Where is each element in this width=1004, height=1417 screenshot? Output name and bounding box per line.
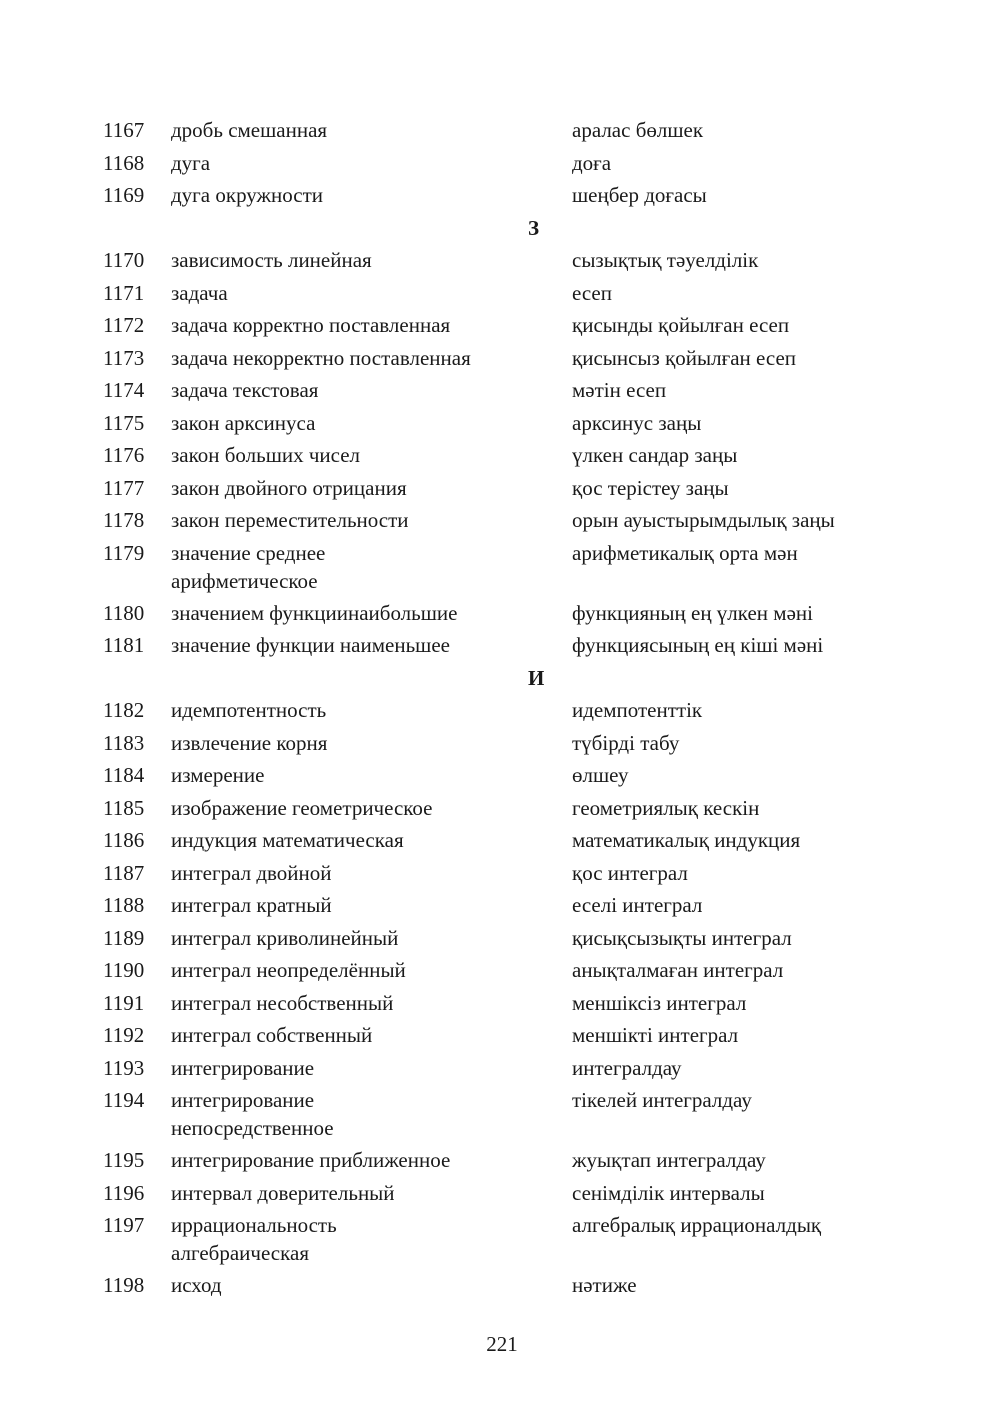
- glossary-entry: [0, 924, 1004, 957]
- entry-kazakh-term: орын ауыстырымдылық заңы: [572, 508, 835, 532]
- entry-russian-term: значением функциинаибольшие: [171, 600, 458, 625]
- glossary-entry: [0, 376, 1004, 409]
- entry-kazakh-term: математикалық индукция: [572, 828, 801, 852]
- entry-kazakh-term: қос интеграл: [572, 860, 688, 885]
- glossary-entry: [0, 794, 1004, 827]
- glossary-entry: [0, 279, 1004, 312]
- entry-kazakh-term: нәтиже: [572, 1273, 637, 1297]
- entry-kazakh-term: алгебралық иррационалдық: [572, 1213, 822, 1237]
- glossary-entry: [0, 149, 1004, 182]
- entry-kazakh-term: қисықсызықты интеграл: [572, 925, 792, 950]
- section-letter: И: [528, 665, 545, 690]
- entry-kazakh-term: доға: [572, 150, 612, 175]
- entry-russian-term: интегрирование непосредственное: [171, 1088, 334, 1140]
- entry-number: 1175: [103, 410, 145, 435]
- section-letter: З: [528, 215, 540, 240]
- entry-russian-term: задача текстовая: [171, 378, 319, 402]
- entry-kazakh-term: идемпотенттік: [572, 698, 703, 722]
- entry-russian-term: значение среднее арифметическое: [171, 540, 326, 593]
- entry-russian-term: идемпотентность: [171, 698, 327, 722]
- entry-russian-term: закон переместительности: [171, 508, 409, 532]
- entry-kazakh-term: анықталмаған интеграл: [572, 958, 784, 982]
- entry-russian-term: интеграл несобственный: [171, 990, 394, 1015]
- glossary-page: [0, 116, 1004, 1304]
- entry-number: 1183: [103, 730, 145, 755]
- glossary-entry: [0, 696, 1004, 729]
- glossary-entry: [0, 891, 1004, 924]
- entry-russian-term: дуга: [171, 150, 211, 175]
- entry-russian-term: интервал доверительный: [171, 1180, 395, 1205]
- entry-russian-term: зависимость линейная: [171, 248, 372, 272]
- entry-kazakh-term: аралас бөлшек: [572, 118, 704, 142]
- entry-russian-term: иррациональность алгебраическая: [171, 1213, 337, 1265]
- entry-kazakh-term: сенімділік интервалы: [572, 1180, 765, 1205]
- entry-number: 1171: [103, 280, 145, 305]
- glossary-entry: [0, 859, 1004, 892]
- entry-number: 1192: [103, 1023, 145, 1047]
- entry-russian-term: интегрирование приближенное: [171, 1148, 451, 1172]
- entry-number: 1176: [103, 443, 145, 467]
- glossary-entry: [0, 761, 1004, 794]
- entry-number: 1179: [103, 540, 145, 565]
- glossary-entry: [0, 826, 1004, 859]
- entry-kazakh-term: функциясының ең кіші мәні: [572, 633, 824, 657]
- entry-kazakh-term: арифметикалық орта мән: [572, 540, 798, 565]
- entry-russian-term: извлечение корня: [171, 730, 328, 755]
- entry-number: 1184: [103, 763, 145, 787]
- glossary-entry: [0, 181, 1004, 214]
- entry-russian-term: задача корректно поставленная: [171, 313, 451, 337]
- entry-number: 1172: [103, 313, 145, 337]
- glossary-entry: [0, 599, 1004, 632]
- glossary-entry: [0, 1146, 1004, 1179]
- entry-russian-term: закон арксинуса: [171, 410, 316, 435]
- glossary-entry: [0, 441, 1004, 474]
- entry-kazakh-term: жуықтап интегралдау: [572, 1148, 766, 1172]
- entry-number: 1195: [103, 1148, 145, 1172]
- entry-number: 1185: [103, 795, 145, 820]
- section-letter-heading: [0, 664, 1004, 697]
- entry-number: 1186: [103, 828, 145, 852]
- entry-number: 1189: [103, 925, 145, 950]
- entry-number: 1196: [103, 1180, 145, 1205]
- entry-kazakh-term: түбірді табу: [572, 730, 680, 755]
- entry-russian-term: исход: [171, 1273, 222, 1297]
- entry-kazakh-term: үлкен сандар заңы: [572, 443, 738, 467]
- glossary-entry: [0, 1211, 1004, 1271]
- entry-number: 1174: [103, 378, 145, 402]
- entry-number: 1167: [103, 118, 145, 142]
- glossary-entry: [0, 989, 1004, 1022]
- entry-kazakh-term: өлшеу: [572, 763, 629, 787]
- page-number: 221: [486, 1332, 518, 1356]
- entry-russian-term: дуга окружности: [171, 183, 324, 207]
- entry-russian-term: задача: [171, 280, 228, 305]
- entry-kazakh-term: меншікті интеграл: [572, 1023, 739, 1047]
- entry-number: 1178: [103, 508, 145, 532]
- entry-kazakh-term: меншіксіз интеграл: [572, 990, 747, 1015]
- glossary-entry: [0, 506, 1004, 539]
- entry-kazakh-term: шеңбер доғасы: [572, 183, 707, 207]
- entry-number: 1170: [103, 248, 145, 272]
- entry-number: 1169: [103, 183, 145, 207]
- entry-kazakh-term: есеп: [572, 280, 612, 305]
- entry-kazakh-term: тікелей интегралдау: [572, 1088, 752, 1112]
- entry-number: 1177: [103, 475, 145, 500]
- entry-number: 1197: [103, 1213, 145, 1237]
- glossary-section: [0, 664, 1004, 1304]
- entry-number: 1193: [103, 1055, 145, 1080]
- entry-russian-term: интеграл собственный: [171, 1023, 373, 1047]
- glossary-entry: [0, 1054, 1004, 1087]
- entry-russian-term: интеграл криволинейный: [171, 925, 399, 950]
- entry-russian-term: закон больших чисел: [171, 443, 361, 467]
- glossary-section: [0, 116, 1004, 214]
- entry-kazakh-term: арксинус заңы: [572, 410, 702, 435]
- entry-russian-term: значение функции наименьшее: [171, 633, 450, 657]
- glossary-entry: [0, 1179, 1004, 1212]
- entry-kazakh-term: мәтін есеп: [572, 378, 667, 402]
- entry-number: 1191: [103, 990, 145, 1015]
- entry-russian-term: дробь смешанная: [171, 118, 328, 142]
- glossary-entry: [0, 311, 1004, 344]
- glossary-entry: [0, 729, 1004, 762]
- entry-number: 1190: [103, 958, 145, 982]
- entry-number: 1181: [103, 633, 145, 657]
- entry-number: 1188: [103, 893, 145, 917]
- glossary-section: [0, 214, 1004, 664]
- entry-kazakh-term: еселі интеграл: [572, 893, 703, 917]
- glossary-entry: [0, 116, 1004, 149]
- entry-number: 1198: [103, 1273, 145, 1297]
- entry-number: 1168: [103, 150, 145, 175]
- entry-russian-term: измерение: [171, 763, 265, 787]
- entry-russian-term: задача некорректно поставленная: [171, 345, 471, 370]
- entry-kazakh-term: функцияның ең үлкен мәні: [572, 600, 813, 625]
- entry-kazakh-term: сызықтық тәуелділік: [572, 248, 759, 272]
- entry-kazakh-term: геометриялық кескін: [572, 795, 760, 820]
- glossary-entry: [0, 539, 1004, 599]
- glossary-entry: [0, 409, 1004, 442]
- entry-russian-term: интеграл кратный: [171, 893, 332, 917]
- entry-kazakh-term: қисынды қойылған есеп: [572, 313, 790, 337]
- entry-number: 1187: [103, 860, 145, 885]
- entry-kazakh-term: қос терістеу заңы: [572, 475, 729, 500]
- entry-russian-term: индукция математическая: [171, 828, 404, 852]
- entry-russian-term: интеграл двойной: [171, 860, 332, 885]
- glossary-entry: [0, 1021, 1004, 1054]
- glossary-entry: [0, 631, 1004, 664]
- entry-russian-term: изображение геометрическое: [171, 795, 433, 820]
- entry-number: 1180: [103, 600, 145, 625]
- glossary-entry: [0, 474, 1004, 507]
- entry-kazakh-term: қисынсыз қойылған есеп: [572, 345, 797, 370]
- entry-number: 1182: [103, 698, 145, 722]
- entry-kazakh-term: интегралдау: [572, 1055, 682, 1080]
- entry-number: 1173: [103, 345, 145, 370]
- glossary-entry: [0, 956, 1004, 989]
- glossary-entry: [0, 1271, 1004, 1304]
- glossary-entry: [0, 344, 1004, 377]
- entry-russian-term: закон двойного отрицания: [171, 475, 407, 500]
- glossary-entry: [0, 246, 1004, 279]
- section-letter-heading: [0, 214, 1004, 247]
- entry-number: 1194: [103, 1088, 145, 1112]
- entry-russian-term: интегрирование: [171, 1055, 315, 1080]
- glossary-entry: [0, 1086, 1004, 1146]
- entry-russian-term: интеграл неопределённый: [171, 958, 406, 982]
